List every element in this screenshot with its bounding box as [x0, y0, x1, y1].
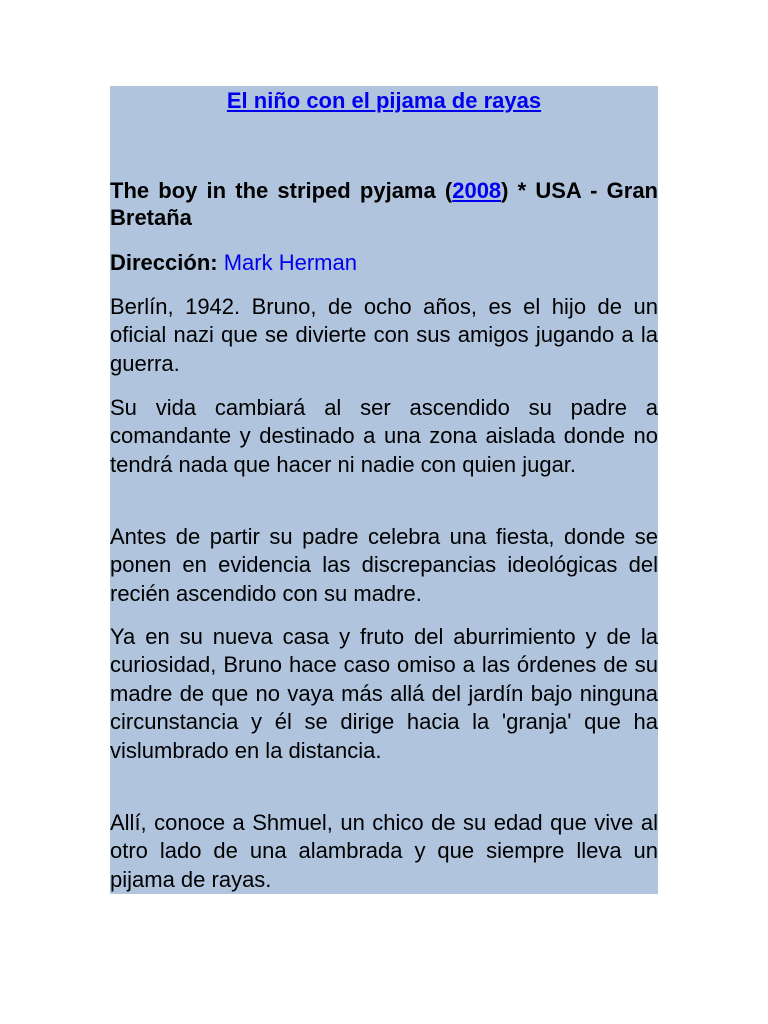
- paragraph-5: Allí, conoce a Shmuel, un chico de su edad que vive al otro lado de una alambrada y que siempre lleva un pijama de rayas.: [110, 810, 658, 892]
- paragraph-1: Berlín, 1942. Bruno, de ocho años, es el hijo de un oficial nazi que se divierte con sus amigos jugando a la guerra.: [110, 294, 658, 376]
- paragraph-2: Su vida cambiará al ser ascendido su padre a comandante y destinado a una zona aislada donde no tendrá nada que hacer ni nadie con quien jugar.: [110, 395, 658, 477]
- director-link[interactable]: Mark Herman: [223, 250, 357, 275]
- film-heading: [110, 177, 658, 231]
- document-page: [110, 86, 658, 894]
- year-link[interactable]: 2008: [452, 178, 502, 203]
- heading-text-before: The boy in the striped pyjama (: [110, 178, 453, 203]
- paragraph-3: Antes de partir su padre celebra una fiesta, donde se ponen en evidencia las discrepancias ideológicas del recién ascendido con su madre.: [110, 524, 658, 606]
- director-label: Dirección:: [110, 250, 218, 275]
- page-title: [110, 86, 658, 116]
- director-line: [110, 249, 357, 276]
- heading-text-after: ) * USA - Gran Bretaña: [110, 178, 658, 230]
- paragraph-4: Ya en su nueva casa y fruto del aburrimiento y de la curiosidad, Bruno hace caso omiso a las órdenes de su madre de que no vaya más allá del jardín bajo ninguna circunstancia y él se dirige hacia la 'granja' que ha vislumbrado en la distancia.: [110, 624, 658, 763]
- title-link[interactable]: El niño con el pijama de rayas: [226, 88, 542, 113]
